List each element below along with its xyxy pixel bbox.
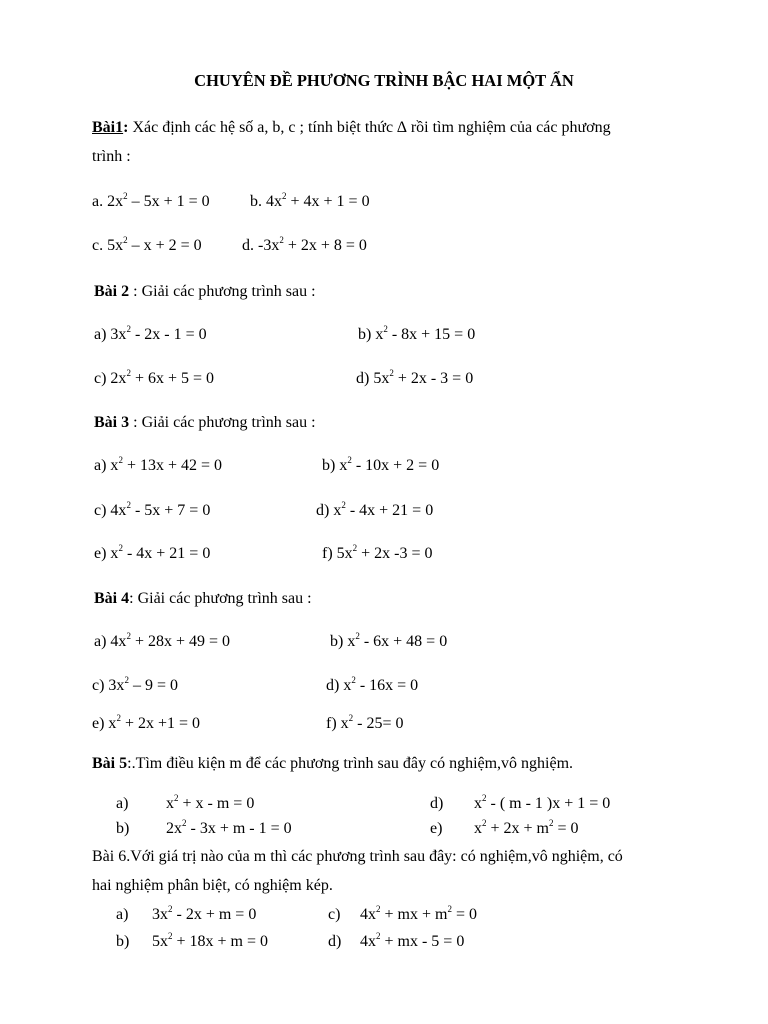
bai6-lbl-b: b)	[116, 933, 130, 950]
bai4-heading	[94, 589, 312, 609]
bai2-eq-b: b) $x^2 - 8x + 15 = 0$	[358, 323, 476, 343]
bai1-heading	[92, 118, 611, 138]
bai2-eq-c: c) $2x^2 + 6x + 5 = 0$	[94, 367, 215, 387]
bai2-eq-a: a) $3x^2 - 2x - 1 = 0$	[94, 323, 207, 343]
bai4-eq-c: c) $3x^2 - 9 = 0$	[92, 674, 178, 694]
bai4-label: Bài 4	[94, 590, 130, 607]
page-title: CHUYÊN ĐỀ PHƯƠNG TRÌNH BẬC HAI MỘT ẨN	[194, 71, 574, 90]
bai5-lbl-d: d)	[430, 795, 444, 812]
bai3-eq-b: b) $x^2 - 10x + 2 = 0$	[322, 454, 440, 474]
bai6-eq-a: $3x^2 - 2x + m = 0$	[152, 903, 257, 923]
bai6-eq-c: $4x^2$ + mx + $m^2 = 0$	[360, 903, 477, 923]
bai2-text: : Giải các phương trình sau :	[129, 283, 316, 300]
bai2-eq-d: d) $5x^2 + 2x - 3 = 0$	[356, 367, 474, 387]
bai1-eq-d: d. $-3x^2 + 2x + 8 = 0$	[242, 234, 367, 254]
bai3-eq-d: d) $x^2 - 4x + 21 = 0$	[316, 499, 434, 519]
bai1-colon: :	[123, 119, 129, 136]
bai6-eq-d: $4x^2$ + mx - 5 = 0	[360, 930, 465, 950]
bai1-eq-c: c. $5x^2 - x + 2 = 0$	[92, 234, 202, 254]
bai5-lbl-a: a)	[116, 795, 129, 812]
bai6-lbl-a: a)	[116, 906, 129, 923]
bai2-heading	[94, 282, 316, 302]
bai5-eq-a: $x^2 + x - m = 0$	[166, 792, 255, 812]
bai5-eq-d: $x^2$ - ( m - 1 )x + 1 = 0	[474, 792, 611, 812]
bai6-eq-b: $5x^2 + 18x + m = 0$	[152, 930, 269, 950]
bai4-text: : Giải các phương trình sau :	[129, 590, 312, 607]
bai3-eq-f: f) $5x^2 + 2x$ -3 = 0	[322, 542, 433, 562]
bai3-eq-a: a) $x^2 + 13x + 42 = 0$	[94, 454, 223, 474]
bai3-label: Bài 3	[94, 414, 130, 431]
bai6-text-line2: hai nghiệm phân biệt, có nghiệm kép.	[92, 877, 333, 894]
bai3-eq-e: e) $x^2 - 4x + 21 = 0$	[94, 542, 211, 562]
bai1-eq-a: a. $2x^2 - 5x + 1 = 0$	[92, 190, 210, 210]
bai5-text: :.Tìm điều kiện m để các phương trình sau đây có nghiệm,vô nghiệm.	[127, 755, 574, 772]
bai2-label: Bài 2	[94, 283, 130, 300]
bai6-lbl-d: d)	[328, 933, 342, 950]
bai5-lbl-e: e)	[430, 820, 443, 837]
bai5-eq-b: $2x^2 - 3x + m - 1 = 0$	[166, 817, 292, 837]
bai5-lbl-b: b)	[116, 820, 130, 837]
bai1-text-line2: trình :	[92, 148, 131, 165]
bai4-eq-b: b) $x^2 - 6x + 48 = 0$	[330, 630, 448, 650]
bai4-eq-a: a) $4x^2 + 28x + 49 = 0$	[94, 630, 231, 650]
bai6-lbl-c: c)	[328, 906, 341, 923]
bai1-label: Bài1	[92, 119, 124, 136]
bai3-eq-c: c) $4x^2 - 5x + 7 = 0$	[94, 499, 211, 519]
bai5-eq-e: $x^2 + 2x + m^2 = 0$	[474, 817, 579, 837]
bai4-eq-f: f) $x^2 - 25= 0$	[326, 712, 404, 732]
bai5-label: Bài 5	[92, 755, 128, 772]
bai6-text-line1: Bài 6.Với giá trị nào của m thì các phương trình sau đây: có nghiệm,vô nghiệm, có	[92, 848, 623, 865]
bai1-text: Xác định các hệ số a, b, c ; tính biệt thức ∆ rồi tìm nghiệm của các phương	[128, 119, 611, 136]
bai3-heading	[94, 413, 316, 433]
bai4-eq-e: e) $x^2 + 2x +1 = 0$	[92, 712, 201, 732]
bai4-eq-d: d) $x^2 - 16x = 0$	[326, 674, 419, 694]
bai1-eq-b: b. $4x^2 + 4x + 1 = 0$	[250, 190, 370, 210]
bai5-heading	[92, 754, 573, 774]
bai3-text: : Giải các phương trình sau :	[129, 414, 316, 431]
